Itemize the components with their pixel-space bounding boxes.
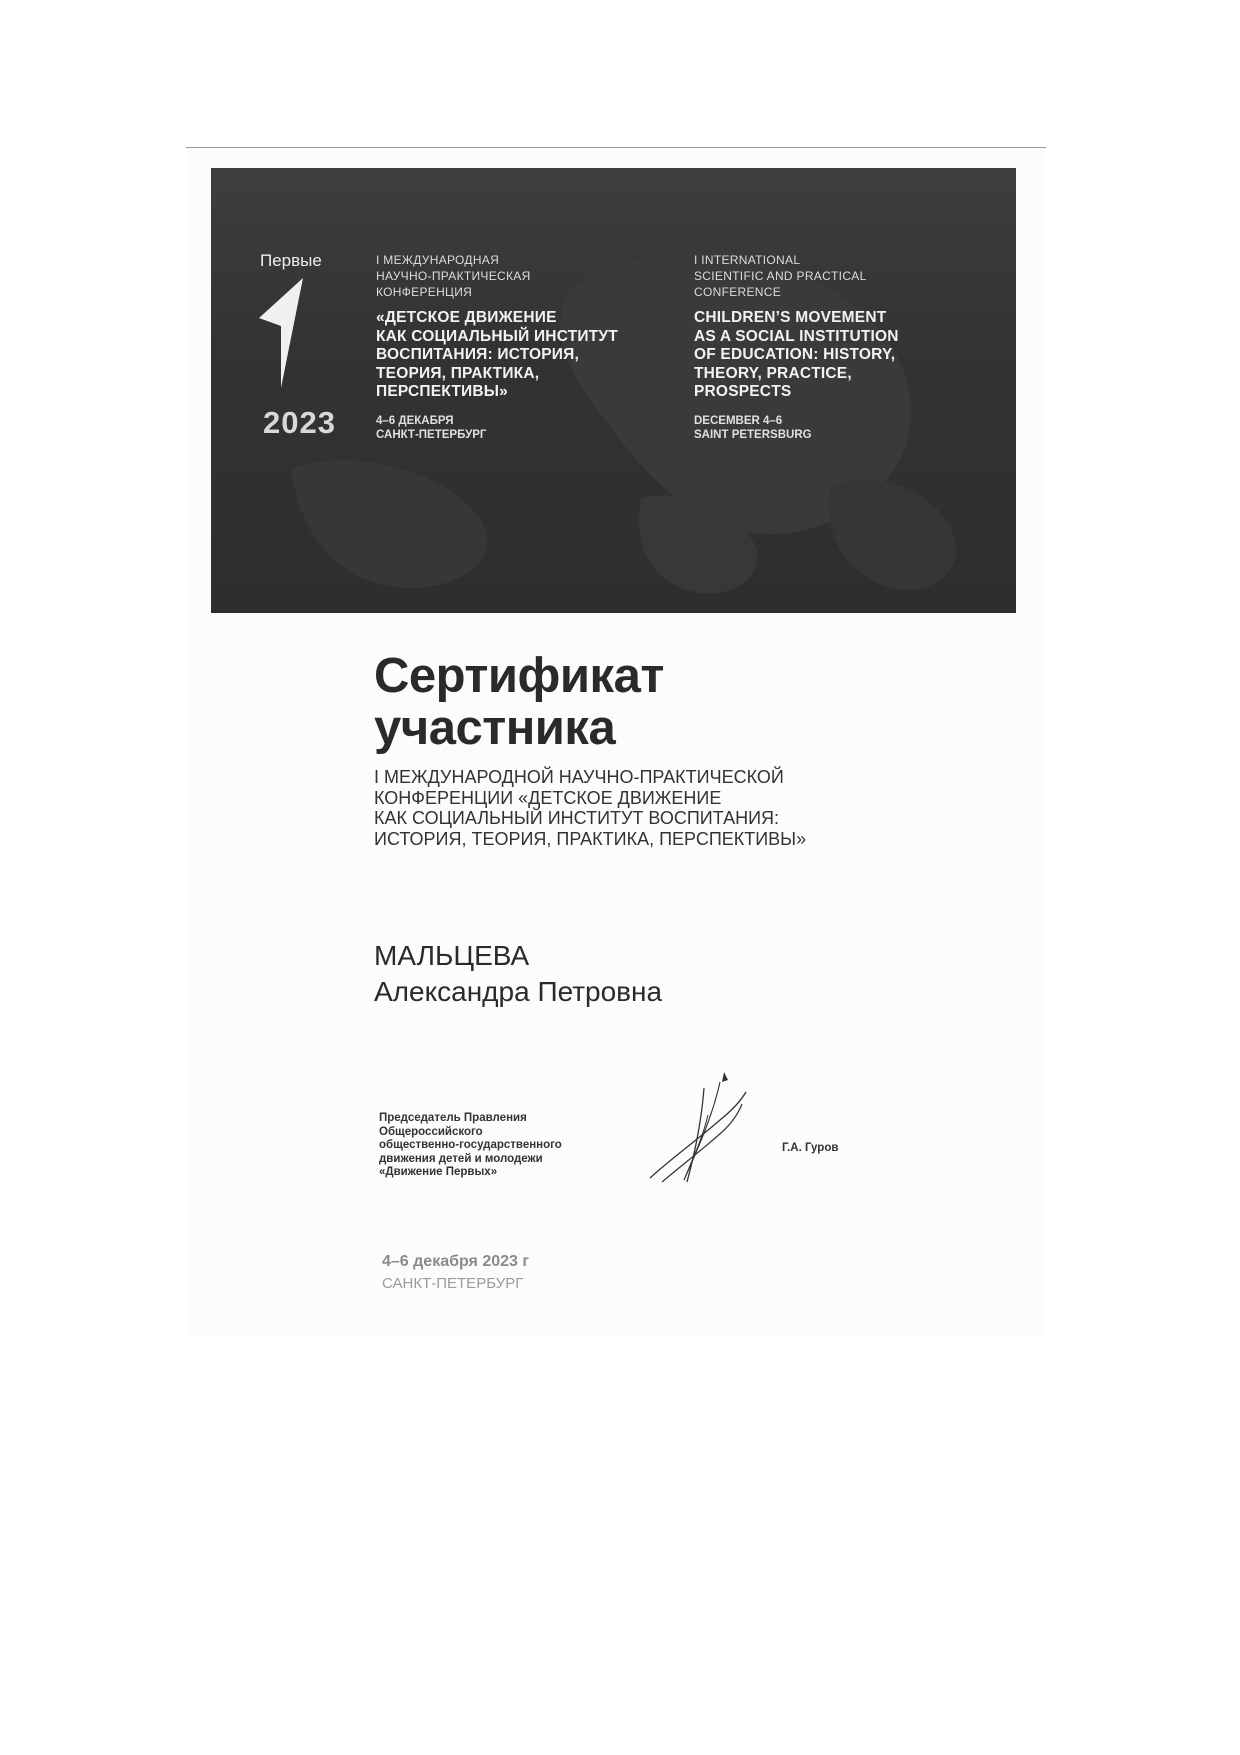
conference-title-ru: «ДЕТСКОЕ ДВИЖЕНИЕ КАК СОЦИАЛЬНЫЙ ИНСТИТУТ ВОСПИТАНИЯ: ИСТОРИЯ, ТЕОРИЯ, ПРАКТИКА, ПЕРСПЕКТИВЫ» <box>376 309 618 400</box>
brand-year: 2023 <box>263 405 336 440</box>
participant-given-names: Александра Петровна <box>374 976 663 1007</box>
conference-type-en: I INTERNATIONAL SCIENTIFIC AND PRACTICAL CONFERENCE <box>694 253 867 299</box>
issue-city: САНКТ-ПЕТЕРБУРГ <box>382 1275 524 1292</box>
participant-name-block <box>374 938 662 1010</box>
conference-date-en: DECEMBER 4–6 SAINT PETERSBURG <box>694 414 812 441</box>
certificate-sheet <box>187 150 1045 1335</box>
handwritten-signature <box>642 1070 752 1190</box>
signatory-role: Председатель Правления Общероссийского общественно-государственного движения детей и молодежи «Движение Первых» <box>379 1112 562 1178</box>
brand-wordmark: Первые <box>260 251 322 270</box>
signatory-name: Г.А. Гуров <box>782 1142 839 1154</box>
participant-surname: МАЛЬЦЕВА <box>374 940 530 971</box>
conference-type-ru: I МЕЖДУНАРОДНАЯ НАУЧНО-ПРАКТИЧЕСКАЯ КОНФЕРЕНЦИЯ <box>376 253 531 299</box>
issue-date: 4–6 декабря 2023 г <box>382 1253 530 1270</box>
banner-english-column <box>694 252 994 442</box>
certificate-subtitle: I МЕЖДУНАРОДНОЙ НАУЧНО-ПРАКТИЧЕСКОЙ КОНФЕРЕНЦИИ «ДЕТСКОЕ ДВИЖЕНИЕ КАК СОЦИАЛЬНЫЙ ИНСТИТУТ ВОСПИТАНИЯ: ИСТОРИЯ, ТЕОРИЯ, ПРАКТИКА, ПЕРСПЕКТИВЫ» <box>374 767 807 849</box>
conference-date-ru: 4–6 ДЕКАБРЯ САНКТ-ПЕТЕРБУРГ <box>376 414 487 441</box>
scan-edge-line <box>186 147 1046 148</box>
conference-title-en: CHILDREN’S MOVEMENT AS A SOCIAL INSTITUTION OF EDUCATION: HISTORY, THEORY, PRACTICE, PROSPECTS <box>694 309 899 400</box>
arrow-logo-icon <box>259 278 303 388</box>
certificate-title: Сертификат участника <box>374 649 664 755</box>
conference-banner <box>211 168 1016 613</box>
banner-russian-column <box>376 252 661 442</box>
